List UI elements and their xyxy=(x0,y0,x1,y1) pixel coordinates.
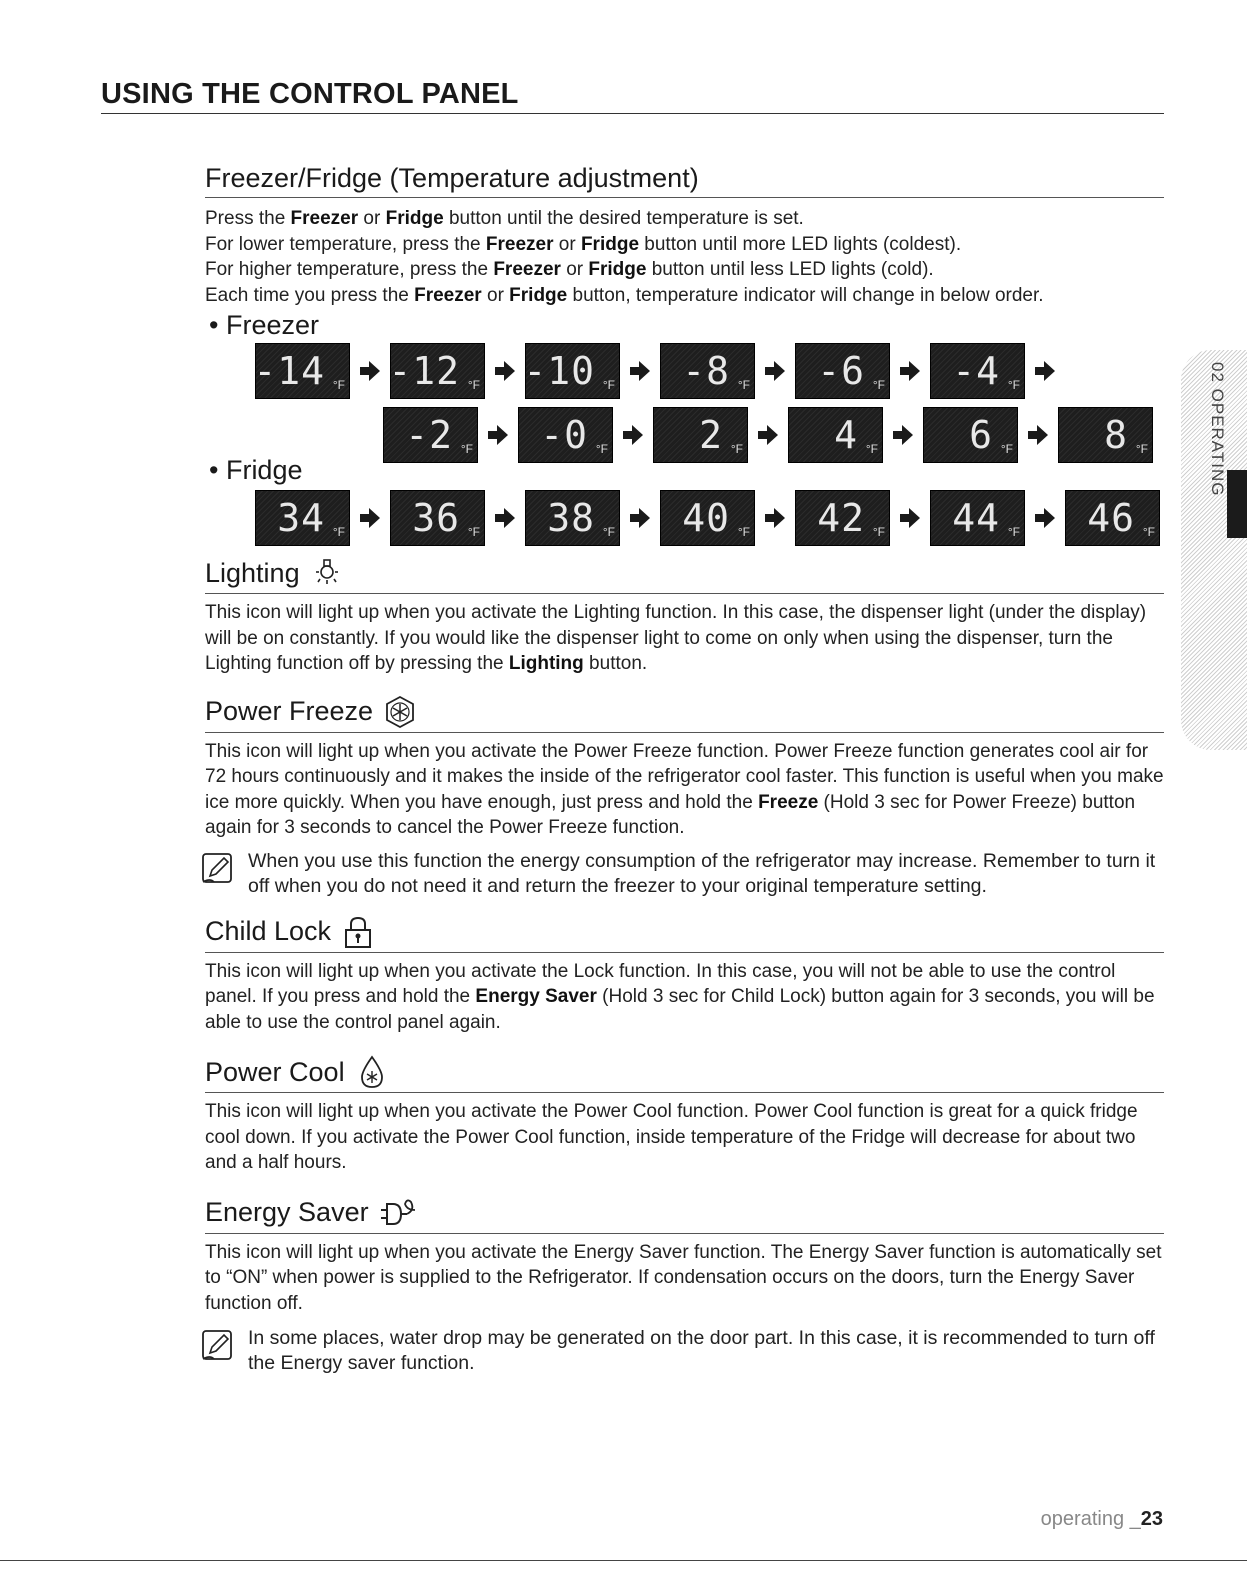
lighting-section xyxy=(205,556,1164,677)
lock-icon xyxy=(341,915,375,949)
temperature-value: 40 xyxy=(682,496,730,540)
arrow-right-icon xyxy=(755,490,795,546)
temperature-display xyxy=(525,343,620,399)
note-icon xyxy=(200,1328,236,1364)
power-freeze-heading xyxy=(205,695,1164,733)
temperature-display xyxy=(390,490,485,546)
plug-icon xyxy=(379,1196,419,1230)
temperature-display xyxy=(525,490,620,546)
temperature-value: 6 xyxy=(969,413,993,457)
chapter-label: 02 OPERATING xyxy=(1208,362,1227,497)
temperature-unit: °F xyxy=(467,525,480,539)
temperature-display xyxy=(255,490,350,546)
temperature-value: 36 xyxy=(412,496,460,540)
temperature-unit: °F xyxy=(1135,442,1148,456)
temperature-unit: °F xyxy=(1000,442,1013,456)
temperature-display xyxy=(795,490,890,546)
energy-saver-heading-text: Energy Saver xyxy=(205,1197,369,1227)
temperature-lines xyxy=(205,206,1164,308)
temperature-display xyxy=(795,343,890,399)
note-icon xyxy=(200,851,236,887)
power-cool-heading-text: Power Cool xyxy=(205,1056,345,1087)
temperature-unit: °F xyxy=(460,442,473,456)
arrow-right-icon xyxy=(890,490,930,546)
page-number: 23 xyxy=(1140,1508,1163,1530)
arrow-right-icon xyxy=(883,407,923,463)
temperature-unit: °F xyxy=(865,442,878,456)
temperature-display xyxy=(788,407,883,463)
energy-saver-note xyxy=(200,1326,1164,1376)
temperature-value: -6 xyxy=(817,349,865,393)
power-cool-heading xyxy=(205,1055,1164,1093)
temperature-value: 2 xyxy=(699,413,723,457)
temperature-value: 44 xyxy=(952,496,1000,540)
temperature-unit: °F xyxy=(1007,378,1020,392)
droplet-snowflake-icon xyxy=(355,1055,389,1089)
power-freeze-heading-text: Power Freeze xyxy=(205,696,374,726)
temperature-display xyxy=(1065,490,1160,546)
freezer-sequence-row-2 xyxy=(383,405,1164,465)
temperature-line: For lower temperature, press the Freezer or Fridge button until more LED lights (coldest). xyxy=(205,233,962,255)
arrow-right-icon xyxy=(485,490,525,546)
temperature-display xyxy=(390,343,485,399)
arrow-right-icon xyxy=(1018,407,1058,463)
power-freeze-note xyxy=(200,849,1164,899)
footer-section: operating _ xyxy=(1040,1508,1141,1530)
arrow-right-icon xyxy=(1025,343,1065,399)
fridge-label: • Fridge xyxy=(209,455,303,485)
page-footer xyxy=(1041,1508,1163,1531)
page-title: USING THE CONTROL PANEL xyxy=(101,78,1164,114)
temperature-display xyxy=(653,407,748,463)
arrow-right-icon xyxy=(1025,490,1065,546)
power-freeze-note-text: When you use this function the energy consumption of the refrigerator may increase. Remember to turn it off when you do not need it and return the freezer to your original temperature setting. xyxy=(248,849,1156,897)
power-freeze-section xyxy=(205,695,1164,899)
child-lock-heading-text: Child Lock xyxy=(205,916,332,946)
temperature-unit: °F xyxy=(332,525,345,539)
temperature-value: -0 xyxy=(540,413,588,457)
arrow-right-icon xyxy=(350,343,390,399)
bottom-rule xyxy=(0,1560,1247,1561)
temperature-value: 46 xyxy=(1087,496,1135,540)
temperature-line: For higher temperature, press the Freezer or Fridge button until less LED lights (cold). xyxy=(205,259,934,280)
arrow-right-icon xyxy=(485,343,525,399)
temperature-display xyxy=(660,490,755,546)
arrow-right-icon xyxy=(620,343,660,399)
chapter-marker xyxy=(1227,470,1247,538)
temperature-value: 38 xyxy=(547,496,595,540)
temperature-unit: °F xyxy=(1007,525,1020,539)
arrow-right-icon xyxy=(350,490,390,546)
temperature-value: -8 xyxy=(682,349,730,393)
arrow-right-icon xyxy=(478,407,518,463)
temperature-heading-text: Freezer/Fridge (Temperature adjustment) xyxy=(205,163,699,193)
child-lock-text: This icon will light up when you activate the Lock function. In this case, you will not be able to use the control panel. If you press and hold the Energy Saver (Hold 3 sec for Child Lock) button again for 3 seconds, you will be able to use the control panel again. xyxy=(205,960,1155,1033)
temperature-unit: °F xyxy=(1142,525,1155,539)
temperature-unit: °F xyxy=(595,442,608,456)
freezer-sequence-row-1 xyxy=(255,341,1164,401)
arrow-right-icon xyxy=(620,490,660,546)
fridge-sequence-row xyxy=(255,488,1164,548)
content xyxy=(205,163,1164,1376)
temperature-value: -12 xyxy=(388,349,460,393)
arrow-right-icon xyxy=(613,407,653,463)
temperature-display xyxy=(383,407,478,463)
energy-saver-section xyxy=(205,1196,1164,1377)
temperature-unit: °F xyxy=(737,378,750,392)
arrow-right-icon xyxy=(748,407,788,463)
child-lock-section xyxy=(205,915,1164,1036)
power-freeze-text: This icon will light up when you activate the Power Freeze function. Power Freeze function generates cool air for 72 hours continuously and it makes the inside of the refrigerator cool faster. This function is useful when you make ice more quickly. When you have enough, just press and hold the Freeze (Hold 3 sec for Power Freeze) button again for 3 seconds to cancel the Power Freeze function. xyxy=(205,740,1164,838)
temperature-unit: °F xyxy=(872,525,885,539)
temperature-display xyxy=(518,407,613,463)
temperature-display xyxy=(930,490,1025,546)
temperature-unit: °F xyxy=(602,378,615,392)
temperature-heading xyxy=(205,163,1164,198)
temperature-unit: °F xyxy=(602,525,615,539)
temperature-display xyxy=(930,343,1025,399)
temperature-display xyxy=(660,343,755,399)
arrow-right-icon xyxy=(890,343,930,399)
energy-saver-heading xyxy=(205,1196,1164,1234)
temperature-value: -14 xyxy=(253,349,325,393)
temperature-unit: °F xyxy=(872,378,885,392)
temperature-display xyxy=(255,343,350,399)
temperature-value: -10 xyxy=(523,349,595,393)
bulb-icon xyxy=(310,556,344,590)
chapter-side-tab xyxy=(1181,350,1247,750)
power-cool-section xyxy=(205,1055,1164,1176)
energy-saver-text: This icon will light up when you activate the Energy Saver function. The Energy Saver function is automatically set to “ON” when power is supplied to the Refrigerator. If condensation occurs on the doors, turn the Energy Saver function off. xyxy=(205,1241,1162,1314)
snowflake-icon xyxy=(383,695,417,729)
lighting-heading xyxy=(205,556,1164,594)
power-cool-text: This icon will light up when you activate the Power Cool function. Power Cool function is great for a quick fridge cool down. If you activate the Power Cool function, inside temperature of the Fridge will decrease for about two and a half hours. xyxy=(205,1101,1138,1173)
temperature-value: -4 xyxy=(952,349,1000,393)
arrow-right-icon xyxy=(755,343,795,399)
temperature-unit: °F xyxy=(730,442,743,456)
temperature-value: -2 xyxy=(405,413,453,457)
child-lock-heading xyxy=(205,915,1164,953)
temperature-unit: °F xyxy=(737,525,750,539)
lighting-heading-text: Lighting xyxy=(205,557,300,588)
temperature-line: Press the Freezer or Fridge button until the desired temperature is set. xyxy=(205,208,804,229)
temperature-section xyxy=(205,163,1164,548)
temperature-value: 34 xyxy=(277,496,325,540)
lighting-text: This icon will light up when you activate the Lighting function. In this case, the dispenser light (under the display) will be on constantly. If you would like the dispenser light to come on only when using the dispenser, turn the Lighting function off by pressing the Lighting button. xyxy=(205,602,1147,674)
temperature-unit: °F xyxy=(467,378,480,392)
temperature-line: Each time you press the Freezer or Fridge button, temperature indicator will change in below order. xyxy=(205,284,1044,306)
temperature-display xyxy=(923,407,1018,463)
temperature-unit: °F xyxy=(332,378,345,392)
temperature-display xyxy=(1058,407,1153,463)
energy-saver-note-text: In some places, water drop may be generated on the door part. In this case, it is recommended to turn off the Energy saver function. xyxy=(248,1327,1155,1374)
freezer-label: • Freezer xyxy=(209,310,319,340)
temperature-value: 8 xyxy=(1104,413,1128,457)
temperature-value: 42 xyxy=(817,496,865,540)
temperature-value: 4 xyxy=(834,413,858,457)
